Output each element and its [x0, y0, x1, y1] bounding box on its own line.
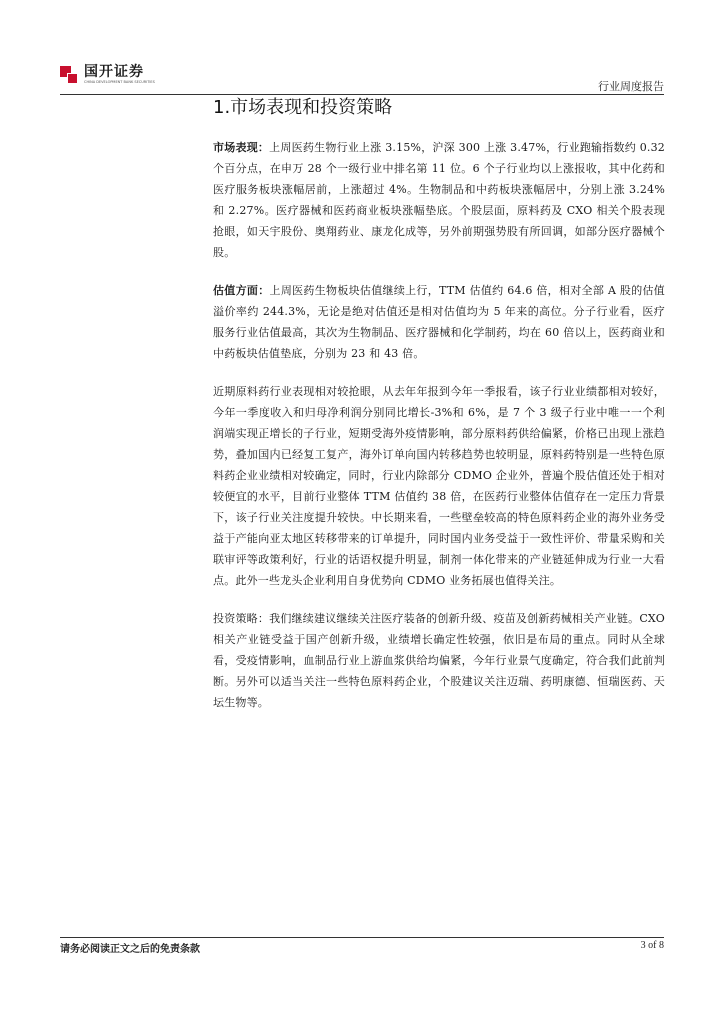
paragraph-investment-strategy	[213, 608, 665, 713]
footer-disclaimer: 请务必阅读正文之后的免责条款	[60, 944, 200, 955]
paragraph-text: 投资策略：我们继续建议继续关注医疗装备的创新升级、疫苗及创新药械相关产业链。CXO 相关产业链受益于国产创新升级，业绩增长确定性较强，依旧是布局的重点。同时从全球看，受疫情影响，血制品行业上游血浆供给均偏紧，今年行业景气度确定，符合我们此前判断。另外可以适当关注一些特色原料药企业，个股建议关注迈瑞、药明康德、恒瑞医药、天坛生物等。	[213, 612, 665, 709]
footer-divider	[60, 937, 664, 938]
section-title: 1.市场表现和投资策略	[213, 97, 393, 118]
paragraph-text: 上周医药生物板块估值继续上行，TTM 估值约 64.6 倍，相对全部 A 股的估值溢价率约 244.3%，无论是绝对估值还是相对估值均为 5 年来的高位。分子行业看，医疗服务行业估值最高，其次为生物制品、医疗器械和化学制药，均在 60 倍以上，医药商业和中药板块估值垫底，分别为 23 和 43 倍。	[213, 284, 666, 360]
paragraph-api-industry	[213, 381, 665, 591]
paragraph-label: 市场表现：	[213, 141, 270, 154]
page-header	[60, 62, 664, 94]
paragraph-text: 近期原料药行业表现相对较抢眼，从去年年报到今年一季报看，该子行业业绩都相对较好，今年一季度收入和归母净利润分别同比增长-3%和 6%，是 7 个 3 级子行业中唯一一个利润端实现正增长的子行业，短期受海外疫情影响，部分原料药供给偏紧，价格已出现上涨趋势，叠加国内已经复工复产，海外订单向国内转移趋势也较明显，原料药特别是一些特色原料药企业业绩相对较确定，同时，行业内除部分 CDMO 企业外，普遍个股估值还处于相对较便宜的水平，目前行业整体 TTM 估值约 38 倍，在医药行业整体估值存在一定压力背景下，该子行业关注度提升较快。中长期来看，一些壁垒较高的特色原料药企业的海外业务受益于产能向亚太地区转移带来的订单提升，同时国内业务受益于一致性评价、带量采购和关联审评等政策利好，行业的话语权提升明显，制剂一体化带来的产业链延伸成为行业一大看点。此外一些龙头企业利用自身优势向 CDMO 业务拓展也值得关注。	[213, 385, 665, 587]
brand-name-cn: 国开证券	[84, 64, 144, 80]
paragraph-label: 估值方面：	[213, 284, 270, 297]
brand-logo	[60, 64, 155, 92]
paragraph-valuation	[213, 280, 665, 364]
body-text	[213, 137, 665, 730]
paragraph-text: 上周医药生物行业上涨 3.15%，沪深 300 上涨 3.47%，行业跑输指数约 0.32 个百分点，在申万 28 个一级行业中排名第 11 位。6 个子行业均以上涨报收，其中化药和医疗服务板块涨幅居前，上涨超过 4%。生物制品和中药板块涨幅居中，分别上涨 3.24%和 2.27%。医疗器械和医药商业板块涨幅垫底。个股层面，原料药及 CXO 相关个股表现抢眼，如天宇股份、奥翔药业、康龙化成等，另外前期强势股有所回调，如部分医疗器械个股。	[213, 141, 666, 259]
page-number: 3 of 8	[640, 940, 664, 951]
report-type-label: 行业周度报告	[598, 80, 664, 93]
brand-logo-icon	[60, 66, 78, 84]
paragraph-market-performance	[213, 137, 665, 263]
brand-name-en: CHINA DEVELOPMENT BANK SECURITIES	[84, 80, 155, 84]
